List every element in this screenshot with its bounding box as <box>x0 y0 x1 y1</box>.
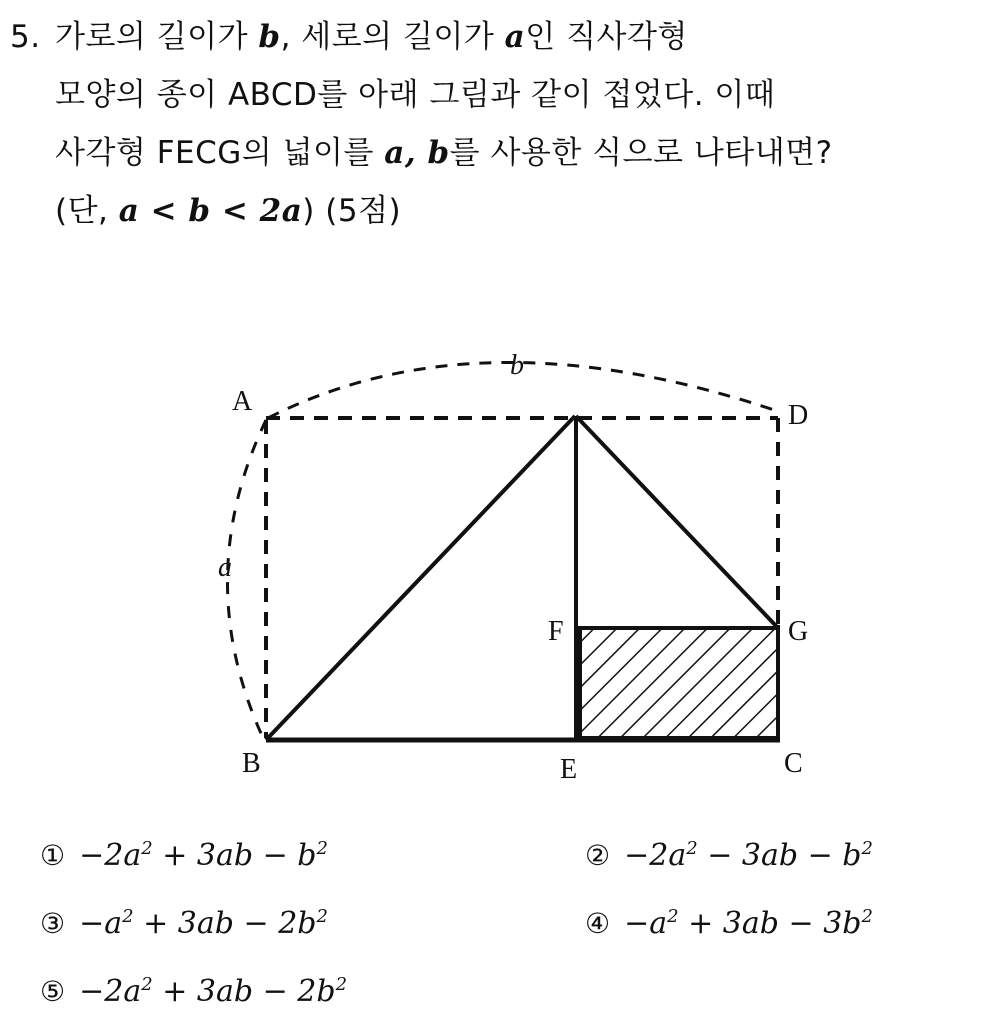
choice-number: ② <box>585 839 611 872</box>
label-E: E <box>560 754 578 785</box>
label-B: B <box>242 748 261 779</box>
label-D: D <box>788 400 809 431</box>
folded-rectangle-figure <box>180 340 840 800</box>
question-text <box>10 8 995 240</box>
condition-expr: a < b < 2a <box>118 193 303 229</box>
choice-number: ③ <box>40 907 66 940</box>
choice-expression: $-2a^2 + 3ab - b^2$ <box>79 838 328 873</box>
choice-expression: $-a^2 + 3ab - 3b^2$ <box>624 906 873 941</box>
var-a: a <box>504 19 526 55</box>
choice-number: ④ <box>585 907 611 940</box>
shaded-rectangle-FECG <box>580 628 778 738</box>
label-F: F <box>548 616 564 647</box>
question-number: 5. <box>10 19 41 55</box>
width-dashed-arc <box>268 362 780 418</box>
choice-2[interactable] <box>585 838 873 873</box>
var-b: b <box>258 19 281 55</box>
label-height-a: a <box>218 552 232 583</box>
condition-open: (단, <box>55 193 119 229</box>
choice-expression: $-2a^2 - 3ab - b^2$ <box>624 838 873 873</box>
choice-number: ① <box>40 839 66 872</box>
question-line1-suffix: 인 직사각형 <box>525 19 688 55</box>
height-dashed-arc <box>227 420 266 740</box>
question-line-3 <box>10 124 995 182</box>
question-line1-mid: , 세로의 길이가 <box>280 19 505 55</box>
question-line3-prefix: 사각형 FECG의 넓이를 <box>55 135 385 171</box>
label-width-b: b <box>510 350 524 381</box>
choice-3[interactable] <box>40 906 328 941</box>
question-condition <box>10 182 995 240</box>
question-line1-prefix: 가로의 길이가 <box>55 19 259 55</box>
choice-1[interactable] <box>40 838 328 873</box>
segment-fold-G <box>576 416 778 628</box>
choice-expression: $-a^2 + 3ab - 2b^2$ <box>79 906 328 941</box>
choice-number: ⑤ <box>40 975 66 1008</box>
label-C: C <box>784 748 803 779</box>
question-vars: a, b <box>384 135 450 171</box>
points-label: (5점) <box>325 193 402 229</box>
question-line-1 <box>10 8 995 66</box>
choice-4[interactable] <box>585 906 873 941</box>
label-G: G <box>788 616 809 647</box>
question-line3-suffix: 를 사용한 식으로 나타내면? <box>449 135 833 171</box>
segment-B-fold <box>266 416 575 740</box>
choice-5[interactable] <box>40 974 347 1009</box>
label-A: A <box>232 386 253 417</box>
condition-close: ) <box>302 193 315 229</box>
question-line-2: 모양의 종이 ABCD를 아래 그림과 같이 접었다. 이때 <box>55 77 776 113</box>
choice-expression: $-2a^2 + 3ab - 2b^2$ <box>79 974 348 1009</box>
